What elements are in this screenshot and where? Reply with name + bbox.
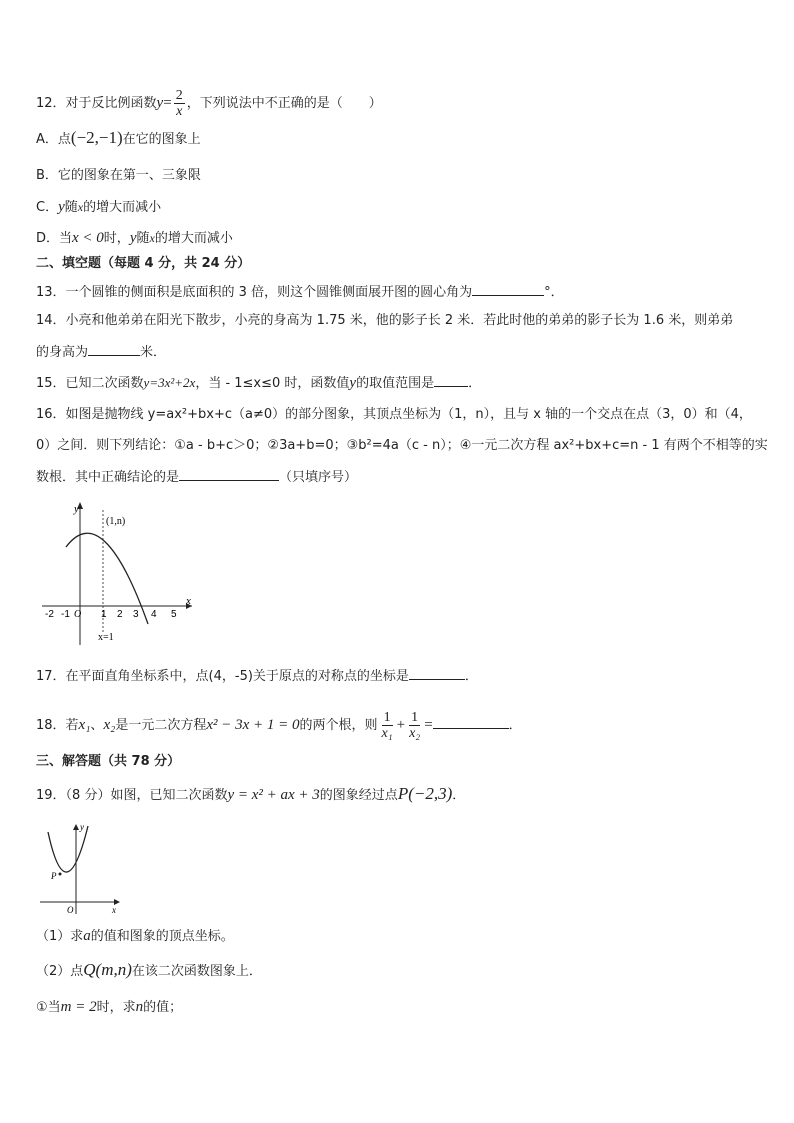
q18-equation: x² − 3x + 1 = 0 (206, 717, 300, 733)
q12-suffix: ，下列说法中不正确的是（ ） (186, 96, 382, 111)
x-label: x (186, 595, 191, 607)
q12-option-a (36, 128, 201, 150)
parabola-curve (48, 826, 88, 872)
tick-3: 3 (133, 609, 139, 620)
y-axis-arrow (73, 824, 79, 830)
tick-neg2: -2 (45, 609, 54, 620)
q19-parabola-graph (36, 820, 126, 916)
point-p-label: P (51, 871, 57, 881)
q12-option-c (36, 197, 161, 218)
tick-neg1: -1 (61, 609, 70, 620)
q19-point: P(−2,3) (397, 784, 453, 803)
q12-frac-den: x (176, 104, 183, 119)
origin-label: O (74, 609, 82, 620)
q12-opt-a-point: (−2,−1) (70, 128, 123, 147)
q19-mid: 的图象经过点 (319, 788, 398, 803)
q12-opt-a-post: 在它的图象上 (122, 132, 201, 147)
q14-answer-blank[interactable] (88, 341, 140, 356)
q18-post: ． (508, 718, 522, 733)
section-fill-in-title: 二、填空题（每题 4 分，共 24 分） (36, 256, 251, 271)
q12-opt-c-y: y (58, 199, 65, 215)
q15-y: y (349, 375, 357, 391)
q19-pre: 19．（8 分）如图，已知二次函数 (36, 788, 228, 803)
q14-line1: 14．小亮和他弟弟在阳光下散步，小亮的身高为 1.75 米，他的影子长 2 米．若此时他的弟弟的影子长为 1.6 米，则弟弟 (36, 313, 734, 328)
q12-opt-d-post: 的增大而减小 (154, 231, 233, 246)
q19-sub3-pre: ①当 (36, 1000, 61, 1015)
q18-frac2 (407, 710, 422, 741)
point-p-marker (59, 873, 62, 876)
q16-line3-post: （只填序号） (279, 470, 358, 485)
q19-sub1-pre: （1）求 (36, 929, 84, 944)
q15 (36, 372, 481, 394)
q16-line3 (36, 466, 357, 488)
q12-opt-d-pre: D．当 (36, 231, 73, 246)
q12-opt-c-x: x (77, 200, 84, 214)
q19-sub2 (36, 960, 262, 982)
q15-mid: ，当 - 1≤x≤0 时，函数值 (195, 376, 350, 391)
q19-sub3-mid: 时，求 (96, 1000, 136, 1015)
q16-line3-pre: 数根．其中正确结论的是 (36, 470, 180, 485)
q18-frac1-num: 1 (383, 710, 391, 725)
y-label: y (74, 503, 79, 515)
q12-opt-a-pre: A．点 (36, 132, 71, 147)
q19-func: y = x² + ax + 3 (227, 787, 320, 803)
q19-sub2-pre: （2）点 (36, 964, 84, 979)
q19-sub3 (36, 997, 182, 1018)
q18-sep: 、 (90, 718, 104, 733)
q12-opt-d-cond: x < 0 (72, 230, 104, 246)
q18-equals: = (424, 717, 433, 733)
q12-fraction (174, 88, 185, 119)
q14-line2-post: 米． (140, 345, 167, 360)
q18-mid: 是一元二次方程 (115, 718, 207, 733)
q18-pre: 18．若 (36, 718, 79, 733)
tick-4: 4 (151, 609, 157, 620)
q14-line2-pre: 的身高为 (36, 345, 89, 360)
q15-answer-blank[interactable] (434, 372, 468, 387)
q12-eq: = (163, 95, 172, 111)
q17-text: 17．在平面直角坐标系中，点(4，-5)关于原点的对称点的坐标是 (36, 669, 409, 684)
q12-y: y (156, 95, 164, 111)
q19-stem (36, 784, 465, 806)
q18 (36, 710, 522, 741)
q16-answer-blank[interactable] (179, 466, 279, 481)
q17-answer-blank[interactable] (409, 665, 465, 680)
q17 (36, 665, 478, 687)
q12-opt-d-mid: 时， (103, 231, 130, 246)
q19-sub1 (36, 926, 234, 947)
q19-sub3-cond: m = 2 (60, 999, 97, 1015)
q12-opt-d-y: y (129, 230, 137, 246)
q19-sub1-a: a (83, 928, 91, 944)
section-solve-title: 三、解答题（共 78 分） (36, 754, 181, 769)
q18-x1: x₁ (78, 717, 91, 733)
q15-pre: 15．已知二次函数 (36, 376, 144, 391)
q19-sub1-post: 的值和图象的顶点坐标。 (90, 929, 234, 944)
q15-func: y=3x²+2x (143, 375, 196, 390)
q12-prefix: 12．对于反比例函数 (36, 96, 157, 111)
y-label: y (80, 822, 84, 832)
q18-answer-blank[interactable] (433, 714, 509, 729)
q12-opt-d-x: x (149, 231, 155, 245)
q16-line2: 0）之间．则下列结论：①a - b+c＞0；②3a+b=0；③b²=4a（c - n）；④一元二次方程 ax²+bx+c=n - 1 有两个不相等的实 (36, 438, 768, 453)
q13-answer-blank[interactable] (472, 281, 544, 296)
q19-post: ． (452, 788, 466, 803)
tick-5: 5 (171, 609, 177, 620)
x-label: x (112, 905, 116, 915)
q15-end: ． (468, 376, 482, 391)
q12-opt-c-pre: C． (36, 200, 59, 215)
tick-2: 2 (117, 609, 123, 620)
q19-sub3-post: 的值； (143, 1000, 183, 1015)
q14-line2 (36, 341, 166, 363)
q12-opt-c-mid: 随 (64, 200, 78, 215)
q12-stem (36, 88, 382, 119)
q17-post: ． (464, 669, 478, 684)
q12-option-d (36, 228, 233, 249)
q18-frac1-den: x₁ (381, 726, 393, 741)
symmetry-label: x=1 (98, 632, 114, 643)
q12-opt-d-mid2: 随 (136, 231, 150, 246)
q12-frac-num: 2 (175, 88, 183, 103)
q19-sub2-post: 在该二次函数图象上． (131, 964, 262, 979)
q18-x2: x₂ (103, 717, 116, 733)
q18-mid2: 的两个根，则 (299, 718, 378, 733)
vertex-label: (1,n) (106, 516, 126, 527)
q19-sub2-point: Q(m,n) (83, 960, 132, 979)
tick-1: 1 (101, 609, 107, 620)
q19-sub3-n: n (135, 999, 144, 1015)
origin-label: O (67, 905, 74, 915)
q16-line1: 16．如图是抛物线 y=ax²+bx+c（a≠0）的部分图象，其顶点坐标为（1，n），且与 x 轴的一个交点在点（3，0）和（4， (36, 407, 752, 422)
q18-plus: + (396, 717, 406, 733)
q18-frac1 (380, 710, 395, 741)
q15-post: 的取值范围是 (356, 376, 435, 391)
q18-frac2-num: 1 (411, 710, 419, 725)
q12-option-b: B．它的图象在第一、三象限 (36, 168, 201, 183)
q13-text: 13．一个圆锥的侧面积是底面积的 3 倍，则这个圆锥侧面展开图的圆心角为 (36, 285, 473, 300)
q12-opt-c-post: 的增大而减小 (83, 200, 162, 215)
q16-parabola-graph (36, 500, 206, 650)
q13 (36, 281, 564, 303)
q13-post: °． (544, 285, 564, 300)
q18-frac2-den: x₂ (409, 726, 421, 741)
